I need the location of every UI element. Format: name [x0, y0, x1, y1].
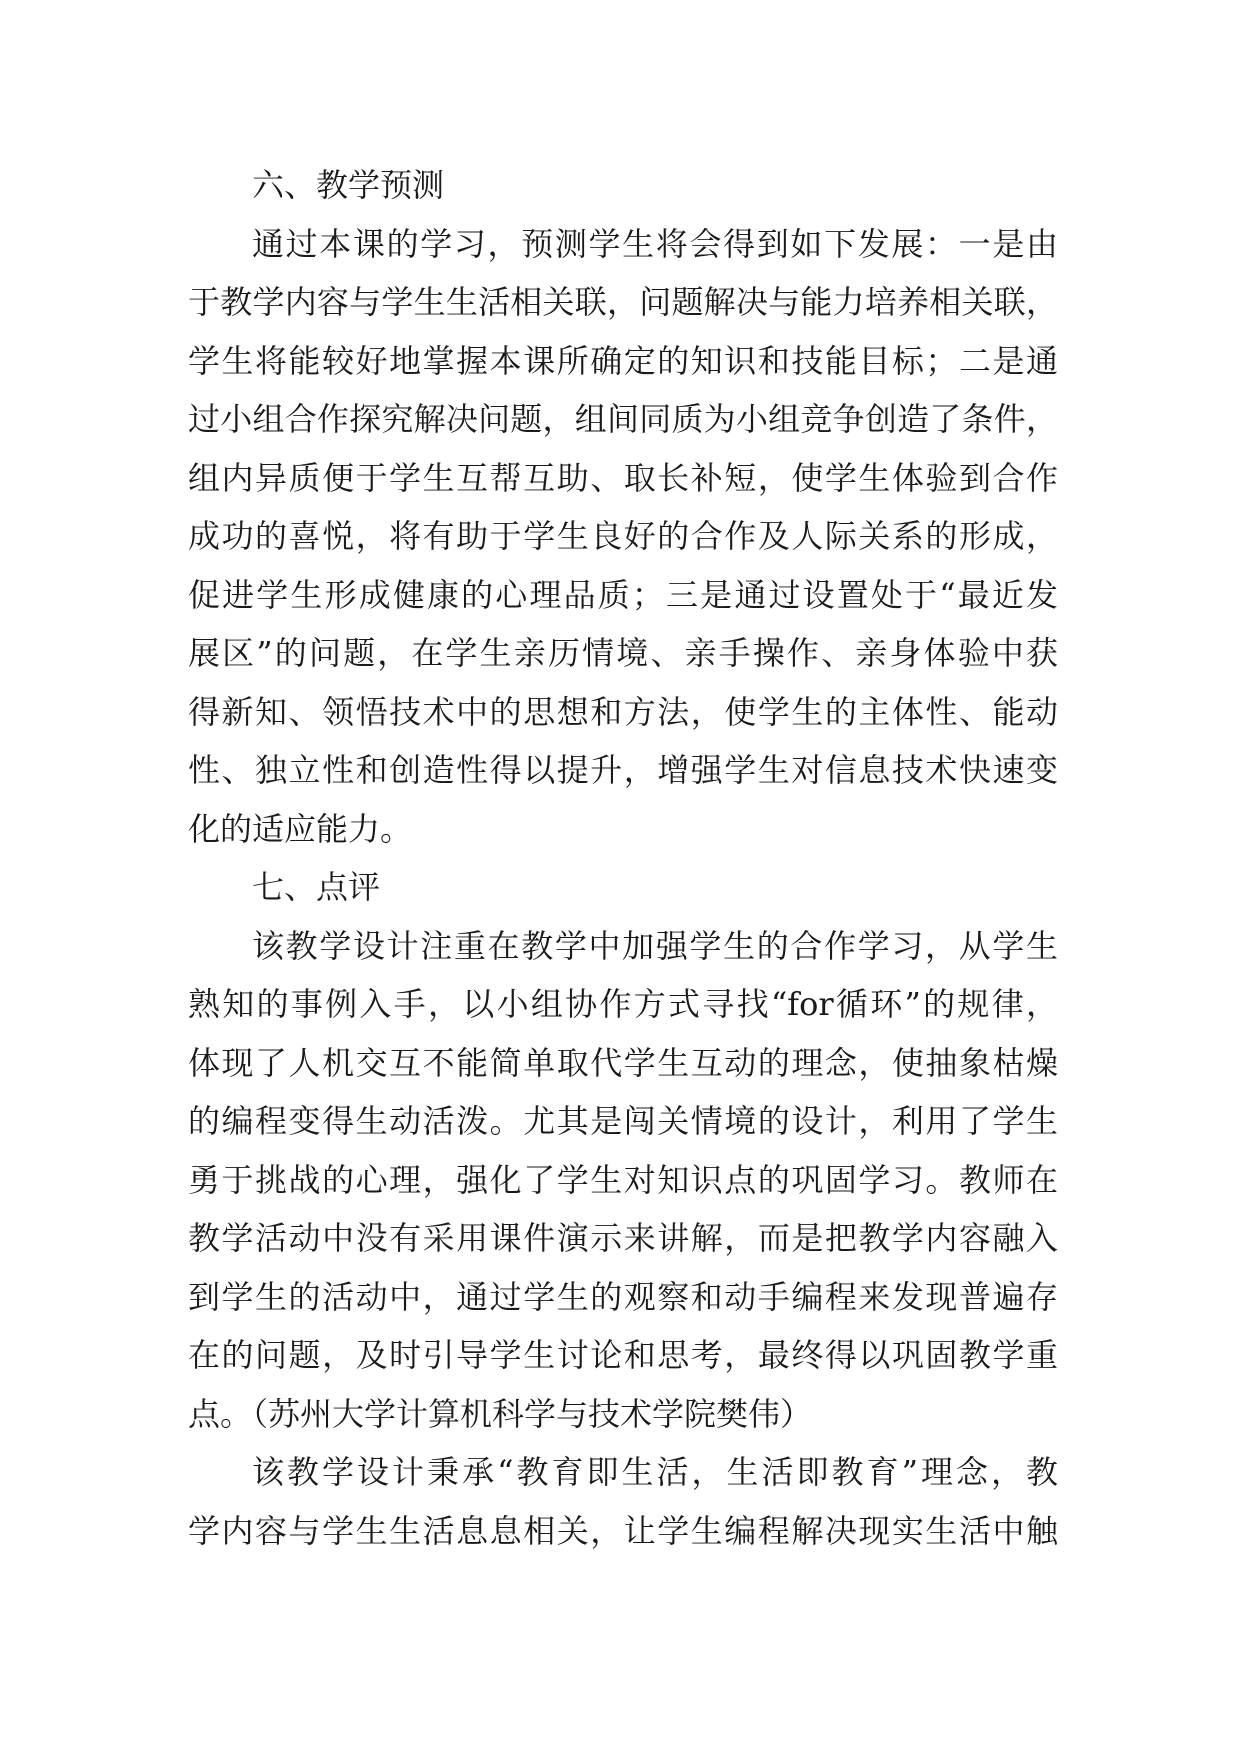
paragraph-line: 熟知的事例入手，以小组协作方式寻找“for循环”的规律，: [188, 985, 1058, 1023]
paragraph-line: 学生将能较好地掌握本课所确定的知识和技能目标；二是通: [188, 342, 1058, 380]
paragraph-line: 勇于挑战的心理，强化了学生对知识点的巩固学习。教师在: [188, 1161, 1058, 1199]
section-heading: 六、教学预测: [252, 166, 445, 204]
paragraph-line: 化的适应能力。: [188, 810, 413, 848]
paragraph-line: 点。（苏州大学计算机科学与技术学院樊伟）: [188, 1395, 813, 1433]
paragraph-line: 在的问题，及时引导学生讨论和思考，最终得以巩固教学重: [188, 1336, 1058, 1374]
paragraph-line: 性、独立性和创造性得以提升，增强学生对信息技术快速变: [188, 751, 1058, 789]
paragraph-line: 通过本课的学习，预测学生将会得到如下发展：一是由: [252, 225, 1058, 263]
paragraph-line: 到学生的活动中，通过学生的观察和动手编程来发现普遍存: [188, 1278, 1058, 1316]
paragraph-line: 的编程变得生动活泼。尤其是闯关情境的设计，利用了学生: [188, 1102, 1058, 1140]
paragraph-line: 成功的喜悦，将有助于学生良好的合作及人际关系的形成，: [188, 517, 1058, 555]
paragraph-line: 于教学内容与学生生活相关联，问题解决与能力培养相关联，: [188, 283, 1058, 321]
paragraph-line: 展区”的问题，在学生亲历情境、亲手操作、亲身体验中获: [188, 634, 1058, 672]
paragraph-line: 促进学生形成健康的心理品质；三是通过设置处于“最近发: [188, 576, 1058, 614]
paragraph-line: 该教学设计注重在教学中加强学生的合作学习，从学生: [252, 927, 1058, 965]
paragraph-line: 体现了人机交互不能简单取代学生互动的理念，使抽象枯燥: [188, 1044, 1058, 1082]
paragraph-line: 教学活动中没有采用课件演示来讲解，而是把教学内容融入: [188, 1219, 1058, 1257]
paragraph-line: 学内容与学生生活息息相关，让学生编程解决现实生活中触: [188, 1512, 1058, 1550]
paragraph-line: 过小组合作探究解决问题，组间同质为小组竞争创造了条件，: [188, 400, 1058, 438]
paragraph-line: 得新知、领悟技术中的思想和方法，使学生的主体性、能动: [188, 693, 1058, 731]
paragraph-line: 组内异质便于学生互帮互助、取长补短，使学生体验到合作: [188, 459, 1058, 497]
paragraph-line: 该教学设计秉承“教育即生活，生活即教育”理念，教: [252, 1453, 1058, 1491]
section-heading: 七、点评: [252, 868, 381, 906]
